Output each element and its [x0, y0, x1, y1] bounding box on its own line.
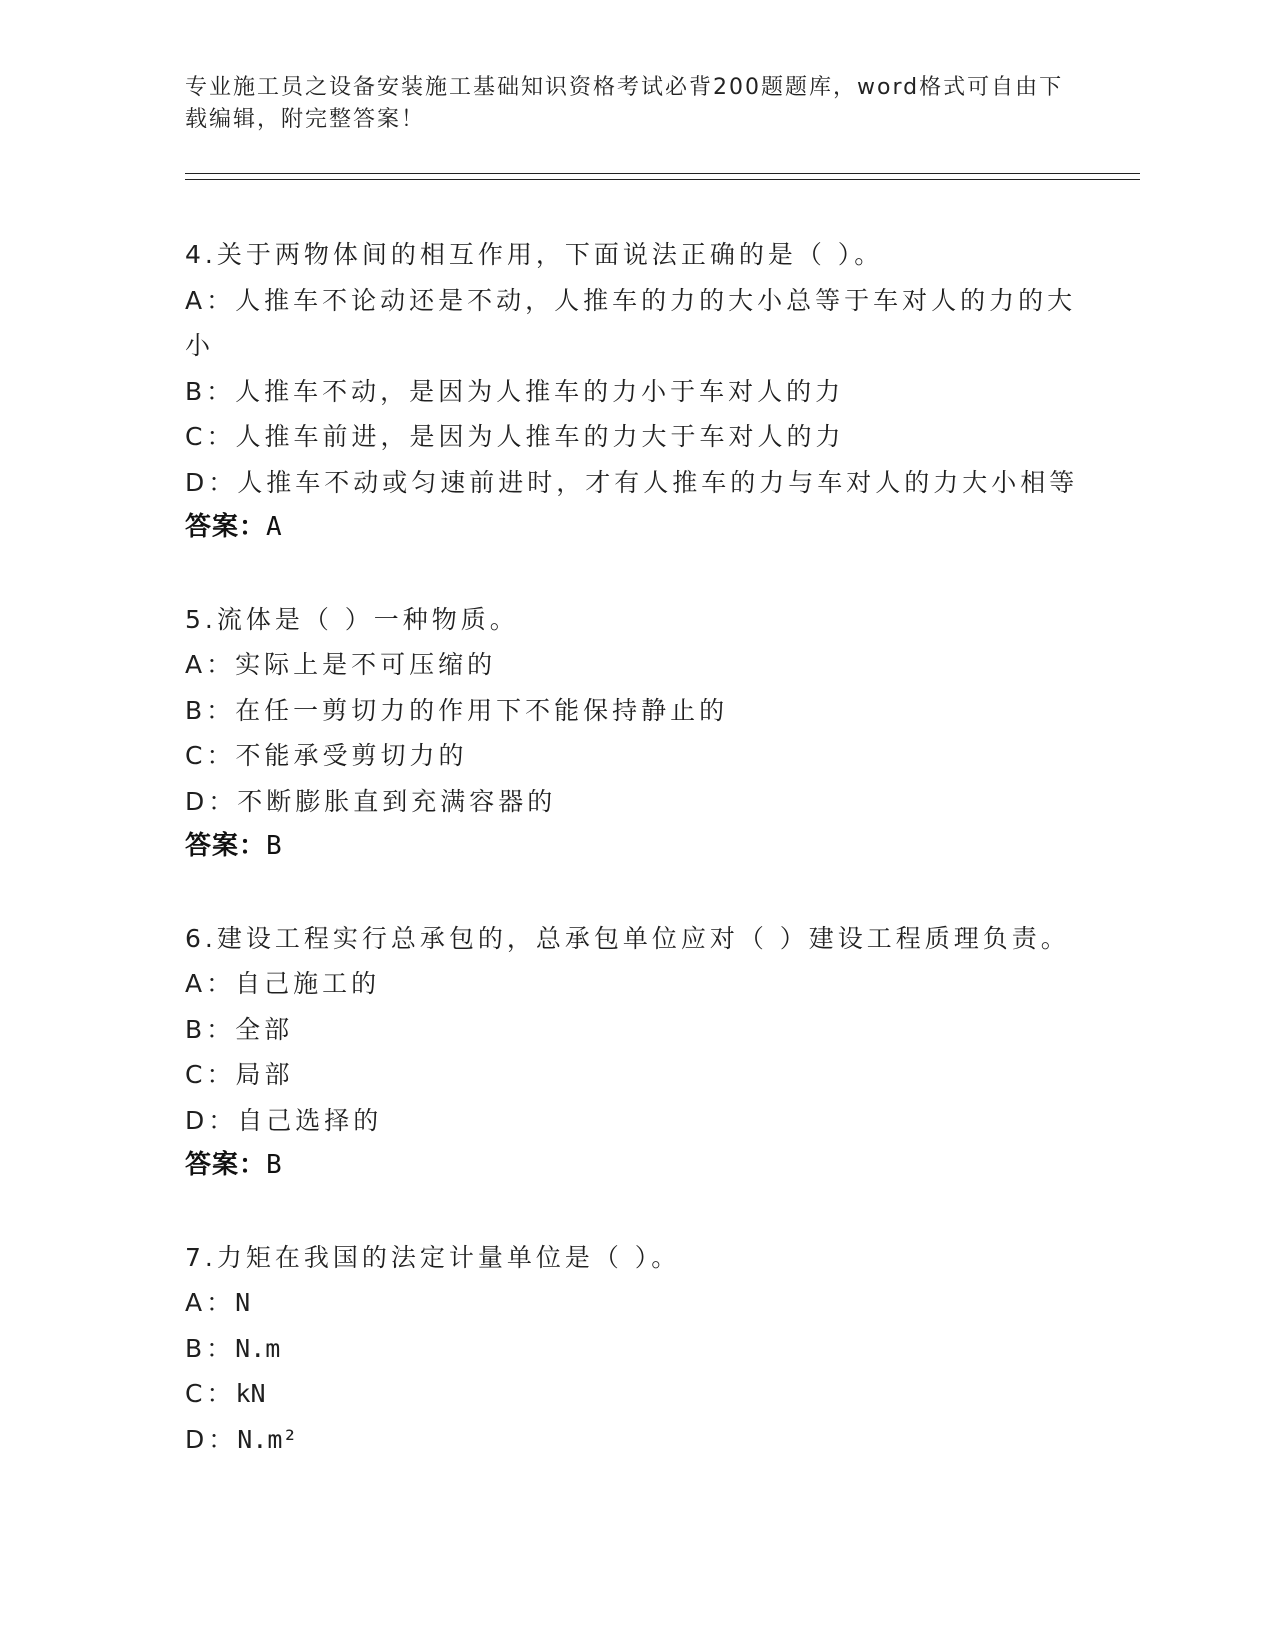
option-key: D：: [185, 1105, 238, 1135]
question-stem: 7.力矩在我国的法定计量单位是（ ）。: [185, 1242, 681, 1272]
option-d: [185, 460, 1085, 506]
option-key: D：: [185, 467, 238, 497]
header-text: 专业施工员之设备安装施工基础知识资格考试必背200题题库，word格式可自由下载编辑，附完整答案！: [185, 75, 1064, 132]
answer-value: B: [266, 831, 283, 861]
answer-label: 答案：: [185, 512, 267, 542]
question-stem: 6.建设工程实行总承包的，总承包单位应对（ ）建设工程质理负责。: [185, 923, 1070, 953]
option-b: [185, 1007, 1085, 1053]
option-text: 实际上是不可压缩的: [235, 650, 497, 679]
option-key: A：: [185, 969, 236, 998]
option-text: 人推车不动，是因为人推车的力小于车对人的力: [235, 376, 845, 406]
answer-value: A: [266, 512, 283, 542]
option-text: 不能承受剪切力的: [235, 741, 468, 770]
option-key: C：: [185, 1379, 236, 1408]
answer-label: 答案：: [185, 1150, 267, 1180]
option-text: 局部: [235, 1060, 294, 1089]
option-text: N.m²: [237, 1424, 298, 1454]
answer-line: [185, 824, 1085, 870]
option-d: [185, 1098, 1085, 1144]
option-a: [185, 642, 1085, 688]
option-c: [185, 414, 1085, 460]
option-key: A：: [185, 650, 236, 679]
option-a: [185, 1280, 1085, 1326]
option-a: [185, 278, 1085, 369]
option-key: C：: [185, 1060, 236, 1089]
question-list: [185, 232, 1085, 1508]
question-stem: 5.流体是（ ）一种物质。: [185, 604, 519, 634]
option-key: D：: [185, 786, 238, 816]
option-c: [185, 1371, 1085, 1417]
question-7: [185, 1235, 1085, 1463]
option-text: N: [235, 1288, 251, 1317]
answer-label: 答案：: [185, 831, 267, 861]
option-key: B：: [185, 376, 236, 406]
question-4: [185, 232, 1085, 551]
question-6: [185, 916, 1085, 1189]
option-b: [185, 1326, 1085, 1372]
answer-value: B: [266, 1150, 283, 1180]
option-c: [185, 733, 1085, 779]
option-text: 人推车前进，是因为人推车的力大于车对人的力: [235, 422, 845, 451]
option-text: 人推车不动或匀速前进时，才有人推车的力与车对人的力大小相等: [237, 467, 1079, 497]
option-text: 不断膨胀直到充满容器的: [237, 786, 557, 816]
document-header: [185, 72, 1085, 136]
question-5: [185, 597, 1085, 870]
answer-line: [185, 505, 1085, 551]
option-text: 全部: [235, 1014, 294, 1044]
option-text: 人推车不论动还是不动，人推车的力的大小总等于车对人的力的大小: [185, 285, 1077, 360]
option-text: 在任一剪切力的作用下不能保持静止的: [235, 695, 729, 725]
option-key: B：: [185, 1014, 236, 1044]
option-key: B：: [185, 1333, 236, 1363]
option-text: 自己施工的: [235, 969, 381, 998]
option-key: A：: [185, 285, 236, 315]
option-c: [185, 1052, 1085, 1098]
option-a: [185, 961, 1085, 1007]
header-divider-top: [185, 173, 1140, 174]
option-b: [185, 369, 1085, 415]
option-b: [185, 688, 1085, 734]
answer-line: [185, 1143, 1085, 1189]
option-key: C：: [185, 741, 236, 770]
header-divider-bottom: [185, 179, 1140, 180]
option-key: D：: [185, 1424, 238, 1454]
option-key: A：: [185, 1288, 236, 1317]
question-stem: 4.关于两物体间的相互作用，下面说法正确的是（ ）。: [185, 240, 884, 269]
option-key: B：: [185, 695, 236, 725]
option-text: kN: [235, 1379, 266, 1408]
option-key: C：: [185, 422, 236, 451]
option-text: N.m: [235, 1333, 281, 1363]
option-text: 自己选择的: [237, 1105, 383, 1135]
option-d: [185, 779, 1085, 825]
option-d: [185, 1417, 1085, 1463]
